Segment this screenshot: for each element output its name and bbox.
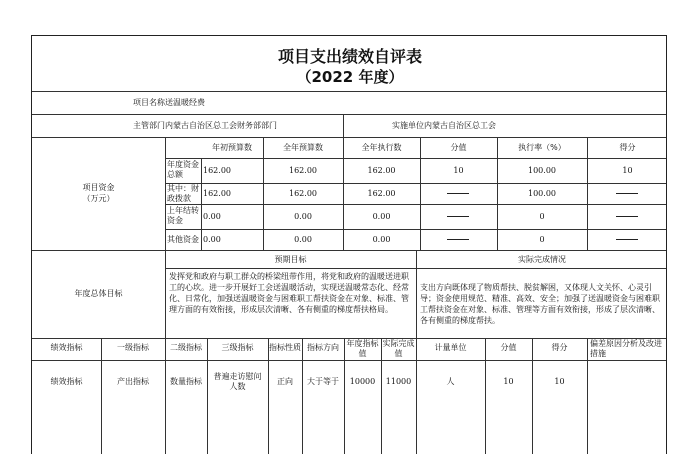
expected-goal-header: 预期目标 [274,255,307,264]
grid-line [587,137,588,250]
grid-line [165,137,166,250]
grid-line [485,338,486,454]
grid-line [101,338,102,454]
grid-line [587,338,588,454]
grid-line [201,158,202,250]
grid-line [165,338,166,454]
grid-line [32,250,667,251]
header-exec-rate: 执行率（%） [518,143,566,152]
header-unit: 计量单位 [434,343,467,352]
goals-label: 年度总体目标 [74,289,123,298]
grid-line [32,137,667,138]
grid-line [165,158,667,159]
header-ind-score: 得分 [551,343,568,352]
header-target: 年度指标值 [346,339,379,358]
header-l1: 一级指标 [117,343,149,352]
header-points: 分值 [500,343,517,352]
header-deviation: 偏差原因分析及改进措施 [590,339,662,358]
impl-unit-label: 实施单位 [392,121,424,130]
header-direction: 指标方向 [307,343,339,352]
empty-dash [447,239,469,240]
cell-value: 100.00 [528,189,556,198]
impl-unit-value: 内蒙古自治区总工会 [424,121,496,130]
ind-target: 10000 [349,377,376,386]
grid-line [302,338,303,454]
expected-goal-text: 发挥党和政府与职工群众的桥梁纽带作用，将党和政府的温暖送进职工的心坎。进一步开展好工会送温暖活动，实现送温暖常态化、经常化、日常化，加强送温暖资金与困难职工帮扶资金在对象、标准、管理方面的有效衔接，形成层次清晰、各有侧重的梯度帮扶格局。 [169,272,409,314]
ind-nature: 正向 [277,377,293,386]
empty-dash [447,216,469,217]
grid-line [532,338,533,454]
grid-line [165,204,667,205]
project-name-label: 项目名称 [133,98,165,107]
ind-direction: 大于等于 [307,377,339,386]
cell-value: 162.00 [289,166,317,175]
grid-line [32,114,667,115]
cell-value: 10 [622,166,633,175]
ind-perf: 绩效指标 [50,377,83,386]
cell-value: 0.00 [372,212,391,221]
header-perf: 绩效指标 [50,343,83,352]
cell-value: 162.00 [203,189,231,198]
dept-label: 主管部门 [133,121,165,130]
row-label-fiscal: 其中：财政拨款 [167,184,199,203]
funds-label: 项目资金 [82,183,115,192]
cell-value: 10 [453,166,464,175]
header-l3: 三级指标 [221,343,254,352]
cell-value: 162.00 [367,166,396,175]
header-l2: 二级指标 [170,343,202,352]
cell-value: 100.00 [528,166,556,175]
ind-l2: 数量指标 [170,377,202,386]
ind-l3: 普遍走访慰问人数 [213,372,262,391]
dept-value: 内蒙古自治区总工会财务部部门 [165,121,277,130]
ind-points: 10 [503,377,514,386]
cell-value: 162.00 [367,189,396,198]
header-score-points: 分值 [450,143,467,152]
cell-value: 0 [539,212,545,221]
grid-line [207,338,208,454]
grid-line [268,338,269,454]
cell-value: 0 [539,235,545,244]
cell-value: 162.00 [289,189,317,198]
header-executed: 全年执行数 [361,143,402,152]
cell-value: 0.00 [203,212,221,221]
empty-dash [616,239,638,240]
funds-unit: （万元） [82,194,115,203]
cell-value: 162.00 [203,166,231,175]
header-actual: 实际完成值 [382,339,415,358]
evaluation-table [31,35,667,454]
ind-score: 10 [554,377,565,386]
row-label-other: 其他资金 [167,235,199,244]
ind-l1: 产出指标 [117,377,149,386]
page-title: 项目支出绩效自评表 [277,47,422,66]
ind-actual: 11000 [385,377,412,386]
actual-completion-text: 支出方向既体现了物质帮扶、脱贫解困，又体现人文关怀、心灵引导；资金使用规范、精准、高效、安全；加强了送温暖资金与困难职工帮扶资金在对象、标准、管理等方面有效衔接，形成了层次清晰、各有侧重的梯度帮扶。 [420,283,660,325]
header-score: 得分 [619,143,636,152]
page-subtitle: （2022 年度） [296,68,404,86]
grid-line [343,114,344,137]
actual-completion-header: 实际完成情况 [518,255,566,264]
grid-line [416,338,417,454]
ind-unit: 人 [446,377,455,386]
cell-value: 0.00 [372,235,391,244]
empty-dash [616,193,638,194]
cell-value: 0.00 [203,235,221,244]
header-initial-budget: 年初预算数 [212,143,252,152]
row-label-carryover: 上年结转资金 [167,206,199,225]
project-name-value: 送温暖经费 [165,98,205,107]
empty-dash [616,216,638,217]
header-full-budget: 全年预算数 [283,143,323,152]
grid-line [165,229,667,230]
header-nature: 指标性质 [269,343,301,352]
cell-value: 0.00 [294,235,312,244]
cell-value: 0.00 [294,212,312,221]
grid-line [32,360,667,361]
grid-line [165,183,667,184]
row-label-total: 年度资金总额 [167,160,199,179]
grid-line [32,91,667,92]
grid-line [420,137,421,250]
empty-dash [447,193,469,194]
